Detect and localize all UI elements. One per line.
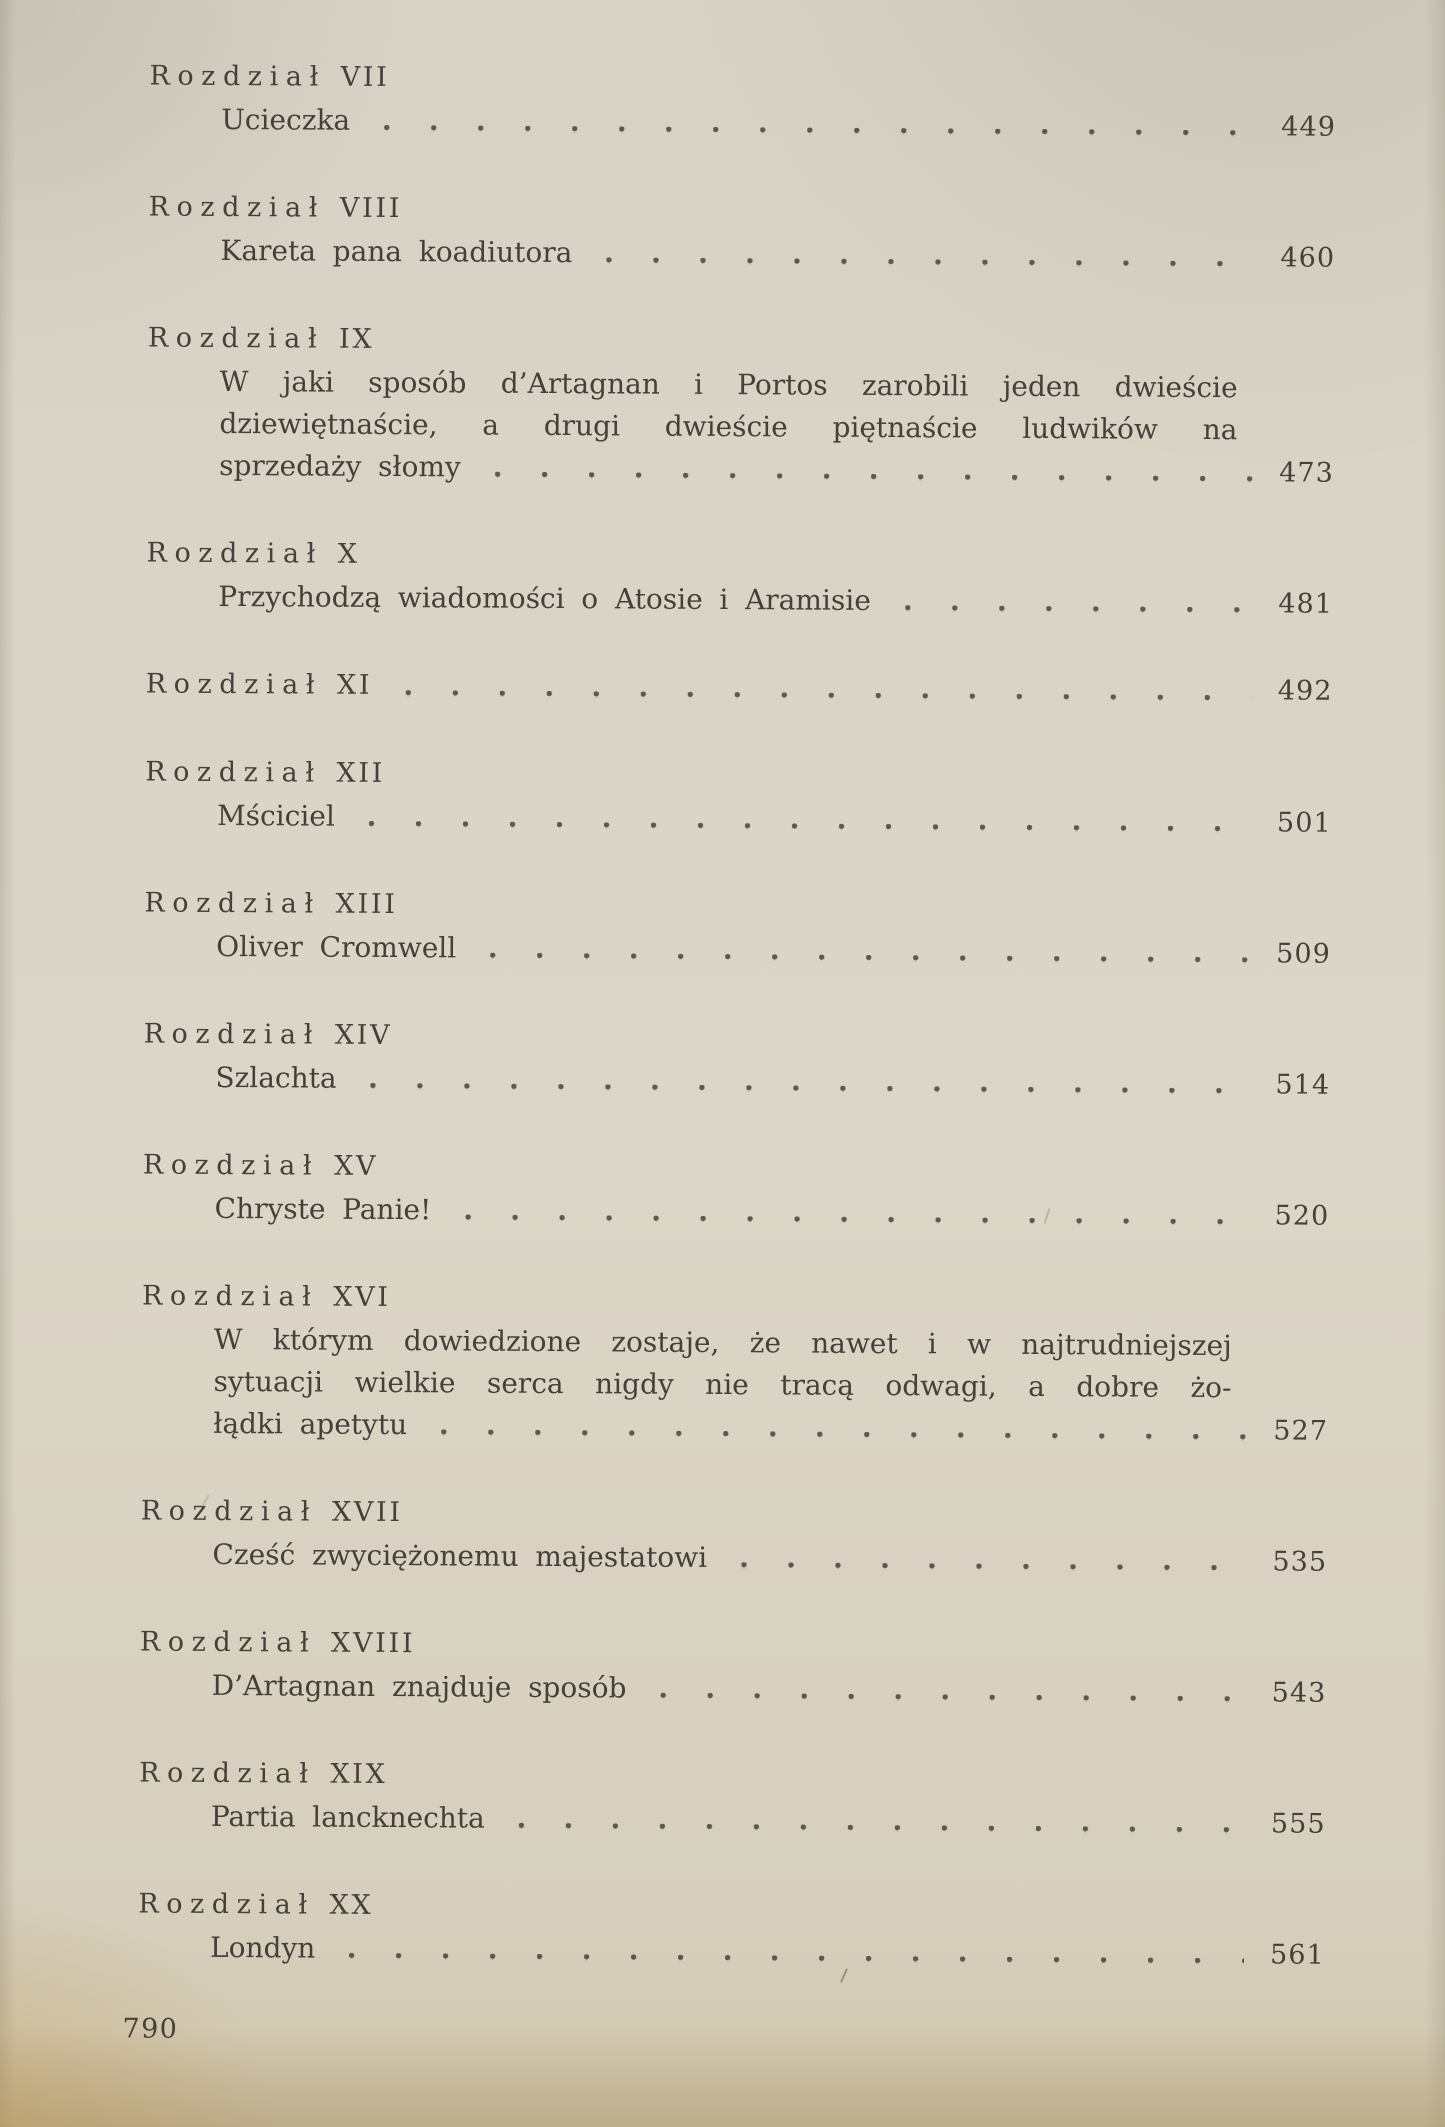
page-number: 543: [1271, 1677, 1327, 1709]
title-line: [218, 576, 1356, 626]
chapter-word: Rozdział: [141, 1280, 319, 1313]
title-text: Ucieczka: [221, 102, 351, 137]
title-text: łądki apetytu: [213, 1406, 408, 1442]
chapter-title-block: [213, 1319, 1352, 1453]
chapter-title-block: [219, 361, 1358, 495]
chapter-title-block: [211, 1796, 1349, 1846]
chapter-heading: [146, 532, 1356, 583]
chapter-numeral: VIII: [339, 192, 403, 225]
dot-leader: [634, 1668, 1246, 1715]
page-number: 527: [1273, 1415, 1329, 1447]
title-line: [213, 1403, 1351, 1453]
chapter-numeral: XVI: [333, 1281, 391, 1314]
chapter-numeral: VII: [340, 61, 390, 93]
chapter-word: Rozdział: [143, 1018, 321, 1051]
chapter-numeral: XVIII: [331, 1627, 416, 1660]
toc-entry: [143, 1012, 1354, 1106]
chapter-word: Rozdział: [147, 322, 325, 355]
chapter-heading: [148, 317, 1358, 368]
dot-leader: [464, 927, 1250, 975]
page-number: 555: [1270, 1808, 1326, 1840]
chapter-word: Rozdział: [144, 887, 321, 920]
toc-entry: [141, 1274, 1352, 1452]
page-number: 509: [1276, 938, 1332, 970]
toc-entry: [146, 532, 1357, 626]
dot-leader: [879, 580, 1253, 625]
page-number: 460: [1280, 242, 1336, 274]
chapter-numeral: X: [337, 538, 360, 570]
page-number: 473: [1279, 457, 1334, 489]
title-line: [210, 1927, 1348, 1977]
title-line: [216, 926, 1354, 976]
title-line: [219, 445, 1357, 495]
chapter-heading: [149, 55, 1359, 106]
chapter-title-block: [218, 576, 1356, 626]
chapter-word: Rozdział: [146, 537, 323, 570]
title-line: [211, 1796, 1349, 1846]
chapter-title-block: [221, 99, 1359, 149]
dot-leader: [323, 1928, 1244, 1977]
toc-entry: [139, 1751, 1350, 1845]
title-text: Oliver Cromwell: [216, 929, 457, 965]
dot-leader: [715, 1537, 1247, 1583]
page-number: 492: [1277, 675, 1333, 707]
chapter-title-block: [212, 1665, 1350, 1715]
chapter-heading: [144, 1012, 1354, 1063]
page-number: 514: [1275, 1069, 1331, 1101]
dot-leader: [439, 1189, 1249, 1237]
chapter-heading: [142, 1274, 1352, 1325]
dot-leader: [415, 1404, 1247, 1452]
title-text: D’Artagnan znajduje sposób: [211, 1668, 627, 1705]
chapter-heading: [149, 186, 1359, 237]
title-line: [212, 1665, 1350, 1715]
chapter-numeral: XIV: [334, 1019, 393, 1052]
toc-entry: [147, 317, 1358, 495]
chapter-numeral: XIX: [330, 1758, 388, 1791]
chapter-heading: [144, 882, 1354, 933]
title-text: Mściciel: [216, 798, 335, 833]
chapter-title-block: [217, 795, 1355, 845]
title-line: dziewiętnaście, a drugi dwieście piętnaście ludwików na: [219, 406, 1238, 447]
title-line: W jaki sposób d’Artagnan i Portos zarobili jeden dwieście: [219, 364, 1238, 405]
title-line: sytuacji wielkie serca nigdy nie tracą odwagi, a dobre żo-: [213, 1364, 1232, 1405]
chapter-word: Rozdział: [148, 191, 326, 224]
page-number: 535: [1272, 1546, 1328, 1578]
page-number: 561: [1269, 1939, 1325, 1971]
toc-entry: [149, 55, 1360, 149]
chapter-numeral: IX: [338, 323, 375, 355]
title-line: [214, 1188, 1352, 1238]
dot-leader: [380, 664, 1252, 713]
dot-leader: [358, 100, 1255, 148]
title-line: [215, 1057, 1353, 1107]
toc-entry: [140, 1620, 1351, 1714]
title-text: sprzedaży słomy: [219, 448, 461, 484]
chapter-heading: [138, 1882, 1348, 1933]
dot-leader: [493, 1798, 1245, 1846]
title-line: [220, 230, 1358, 280]
page-number: 449: [1281, 111, 1337, 143]
chapter-word: Rozdział: [140, 1495, 318, 1528]
toc-entry: [148, 186, 1359, 280]
chapter-word: Rozdział: [139, 1757, 316, 1790]
toc-entry: [142, 1143, 1353, 1237]
chapter-numeral: XI: [336, 669, 373, 701]
toc-entry: [145, 751, 1356, 845]
chapter-numeral: XVII: [331, 1496, 403, 1529]
chapter-word: Rozdział: [138, 1888, 315, 1921]
chapter-word: Rozdział: [142, 1149, 320, 1182]
chapter-title-block: [210, 1927, 1348, 1977]
chapter-heading: [139, 1751, 1349, 1802]
dot-leader: [343, 796, 1251, 845]
title-line: [212, 1534, 1350, 1584]
chapter-word: Rozdział: [139, 1626, 317, 1659]
title-text: Partia lancknechta: [210, 1799, 485, 1835]
chapter-title-block: [215, 1057, 1353, 1107]
chapter-title-block: [220, 230, 1358, 280]
toc-entry: [138, 1882, 1349, 1976]
title-text: Kareta pana koadiutora: [220, 233, 573, 270]
toc-entry: [140, 1489, 1351, 1583]
title-line: [217, 795, 1355, 845]
title-text: Chryste Panie!: [214, 1191, 432, 1227]
chapter-numeral: XII: [336, 757, 386, 789]
toc-entry: [144, 882, 1355, 976]
chapter-title-block: [212, 1534, 1350, 1584]
chapter-heading: [141, 1489, 1351, 1540]
chapter-heading: [143, 1143, 1353, 1194]
chapter-numeral: XX: [329, 1889, 374, 1921]
title-line: [221, 99, 1359, 149]
dot-leader: [345, 1058, 1250, 1107]
title-text: Londyn: [209, 1930, 316, 1965]
chapter-heading: [146, 663, 1356, 714]
title-text: Przychodzą wiadomości o Atosie i Aramisie: [218, 579, 871, 617]
title-text: Cześć zwyciężonemu majestatowi: [212, 1537, 708, 1574]
chapter-title-block: [214, 1188, 1352, 1238]
chapter-numeral: XV: [333, 1150, 379, 1182]
chapter-word: Rozdział: [145, 756, 322, 789]
page-number: 501: [1276, 807, 1332, 839]
folio-page-number: 790: [122, 2013, 179, 2045]
toc-entry: [146, 663, 1356, 714]
toc: [138, 55, 1360, 1977]
chapter-word: Rozdział: [149, 60, 326, 93]
page-number: 481: [1278, 588, 1334, 620]
chapter-numeral: XIII: [335, 888, 398, 921]
title-line: W którym dowiedzione zostaje, że nawet i w najtrudniejszej: [213, 1322, 1232, 1363]
dot-leader: [580, 232, 1254, 279]
page-number: 520: [1274, 1200, 1330, 1232]
title-text: Szlachta: [215, 1060, 337, 1095]
chapter-title-block: [216, 926, 1354, 976]
chapter-heading: [145, 751, 1355, 802]
chapter-word: Rozdział: [145, 668, 323, 701]
chapter-heading: [140, 1620, 1350, 1671]
dot-leader: [469, 446, 1254, 494]
